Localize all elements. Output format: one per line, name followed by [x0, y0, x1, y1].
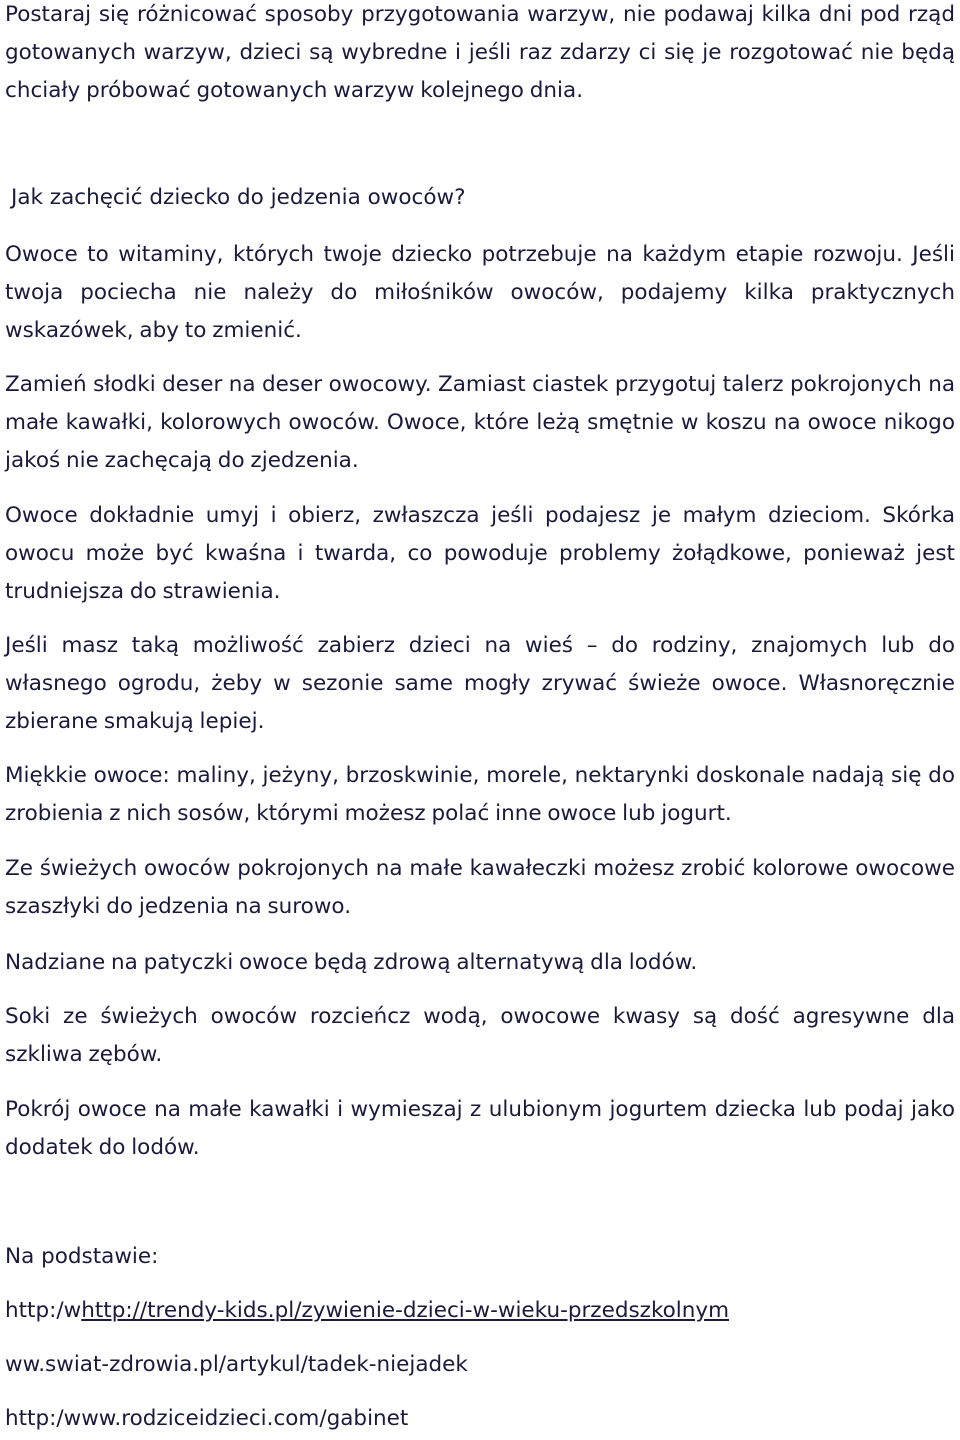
paragraph-9: Pokrój owoce na małe kawałki i wymieszaj z ulubionym jogurtem dziecka lub podaj jako dodatek do lodów.: [5, 1097, 955, 1160]
source-link-1[interactable]: http://trendy-kids.pl/zywienie-dzieci-w-wieku-przedszkolnym: [81, 1298, 730, 1323]
paragraph-7: Nadziane na patyczki owoce będą zdrową alternatywą dla lodów.: [5, 950, 698, 975]
intro-paragraph: Postaraj się różnicować sposoby przygotowania warzyw, nie podawaj kilka dni pod rząd gotowanych warzyw, dzieci są wybredne i jeśli raz zdarzy ci się je rozgotować nie będą chciały próbować gotowanych warzyw kolejnego dnia.: [5, 2, 955, 103]
paragraph-8: Soki ze świeżych owoców rozcieńcz wodą, owocowe kwasy są dość agresywne dla szkliwa zębów.: [5, 1004, 955, 1067]
sources-label: Na podstawie:: [5, 1244, 159, 1269]
paragraph-3: Owoce dokładnie umyj i obierz, zwłaszcza jeśli podajesz je małym dzieciom. Skórka owocu może być kwaśna i twarda, co powoduje problemy żołądkowe, ponieważ jest trudniejsza do strawienia.: [5, 503, 955, 604]
source-link-1-line: [5, 1292, 729, 1330]
section-heading: Jak zachęcić dziecko do jedzenia owoców?: [11, 185, 466, 210]
paragraph-4: Jeśli masz taką możliwość zabierz dzieci na wieś – do rodziny, znajomych lub do własnego ogrodu, żeby w sezonie same mogły zrywać świeże owoce. Własnoręcznie zbierane smakują lepiej.: [5, 633, 955, 734]
paragraph-1: Owoce to witaminy, których twoje dziecko potrzebuje na każdym etapie rozwoju. Jeśli twoja pociecha nie należy do miłośników owoców, podajemy kilka praktycznych wskazówek, aby to zmienić.: [5, 242, 955, 343]
paragraph-6: Ze świeżych owoców pokrojonych na małe kawałeczki możesz zrobić kolorowe owocowe szaszłyki do jedzenia na surowo.: [5, 856, 955, 919]
source-link-1-prefix: http:/w: [5, 1298, 82, 1323]
source-link-2: ww.swiat-zdrowia.pl/artykul/tadek-niejadek: [5, 1352, 468, 1377]
source-link-3: http:/www.rodziceidzieci.com/gabinet: [5, 1406, 409, 1431]
paragraph-5: Miękkie owoce: maliny, jeżyny, brzoskwinie, morele, nektarynki doskonale nadają się do zrobienia z nich sosów, którymi możesz polać inne owoce lub jogurt.: [5, 763, 955, 826]
paragraph-2: Zamień słodki deser na deser owocowy. Zamiast ciastek przygotuj talerz pokrojonych na małe kawałki, kolorowych owoców. Owoce, które leżą smętnie w koszu na owoce nikogo jakoś nie zachęcają do zjedzenia.: [5, 372, 955, 473]
